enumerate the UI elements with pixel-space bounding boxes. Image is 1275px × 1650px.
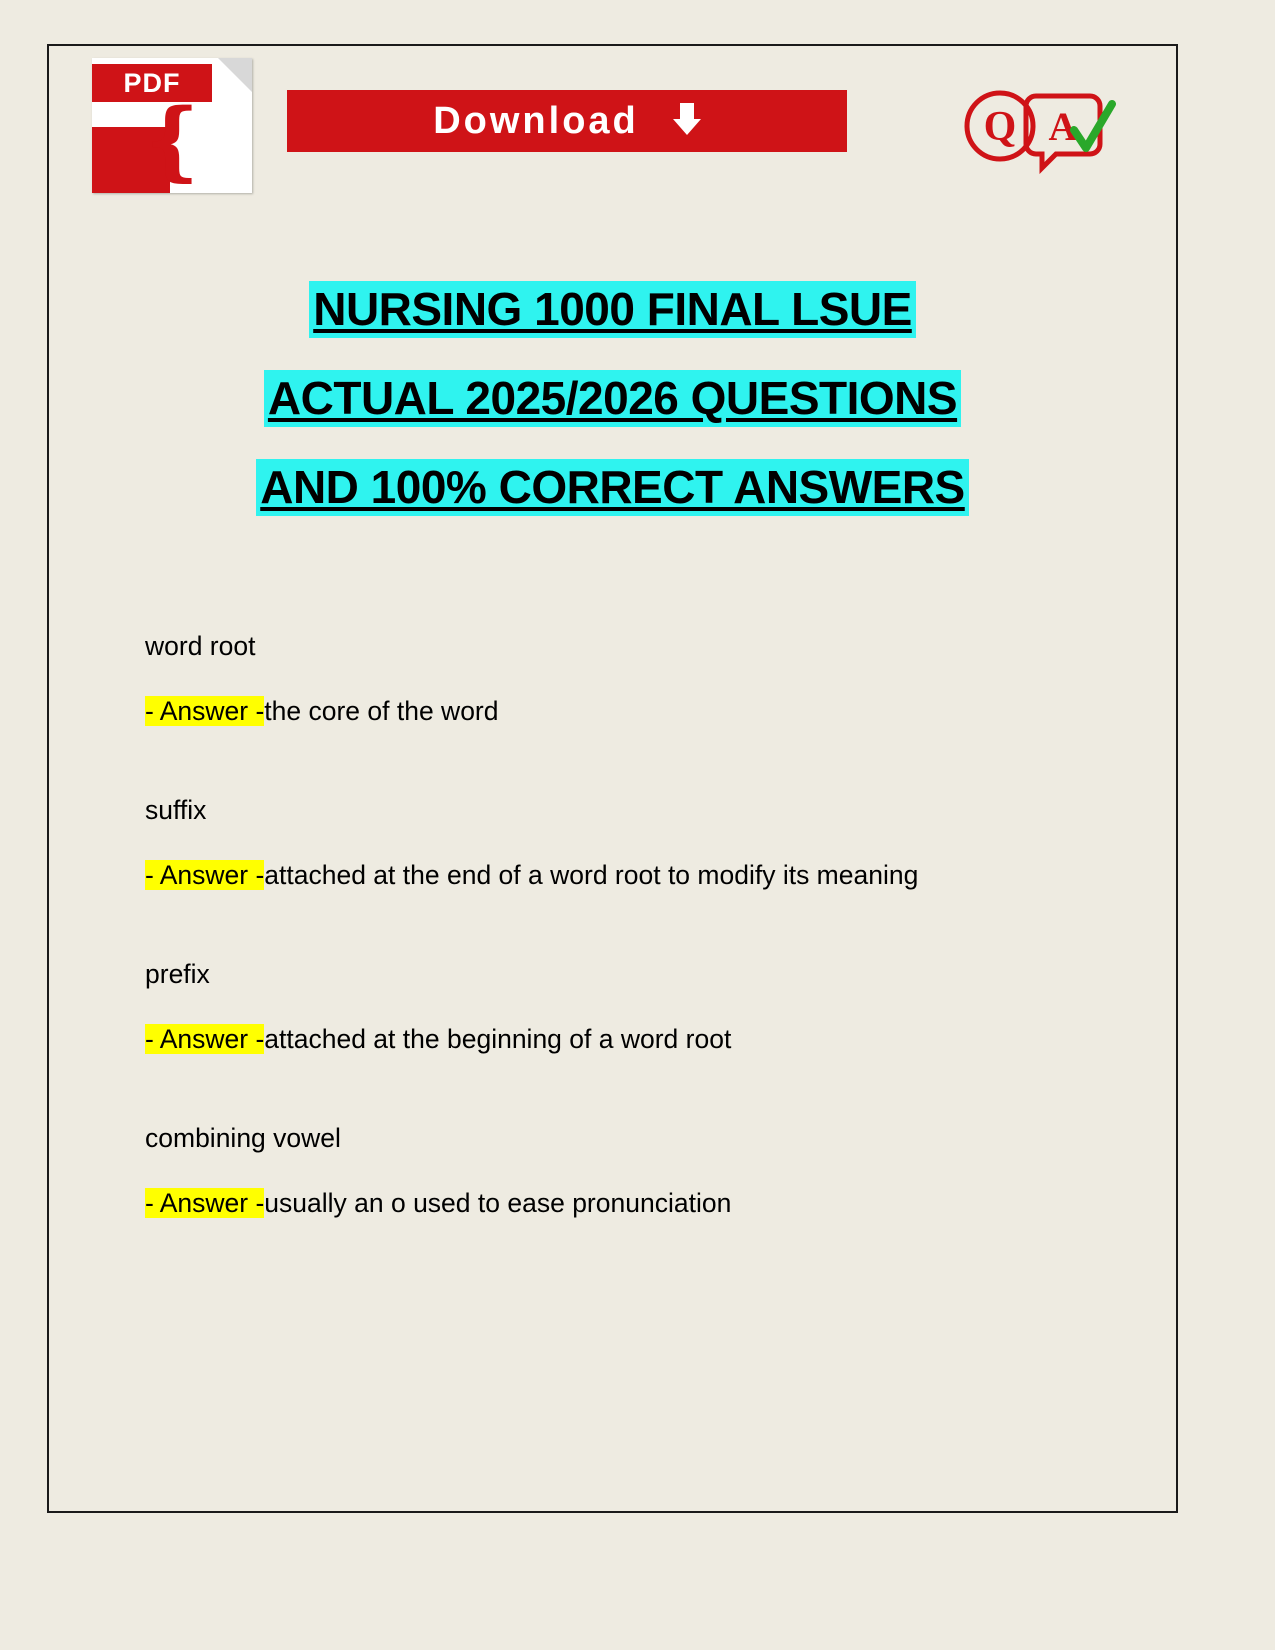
qa-content [145, 631, 1105, 1287]
question-text: prefix [145, 959, 210, 989]
answer-text: the core of the word [264, 696, 499, 726]
qa-item [145, 631, 1105, 727]
document-page [47, 44, 1178, 1513]
svg-text:A: A [1048, 104, 1078, 149]
answer-tag: - Answer - [145, 1188, 265, 1218]
pdf-file-icon [92, 58, 252, 193]
answer-text: usually an o used to ease pronunciation [264, 1188, 732, 1218]
answer-tag: - Answer - [145, 860, 265, 890]
answer-text: attached at the end of a word root to modify its meaning [264, 860, 919, 890]
download-arrow-icon [673, 103, 701, 139]
qa-badge-icon [958, 86, 1118, 174]
download-button[interactable] [287, 90, 847, 152]
answer-line [145, 696, 1105, 727]
document-header [49, 46, 1176, 196]
question-text: word root [145, 631, 256, 661]
answer-tag: - Answer - [145, 696, 265, 726]
answer-text: attached at the beginning of a word root [264, 1024, 732, 1054]
answer-line [145, 860, 1105, 891]
title-line-1: NURSING 1000 FINAL LSUE [309, 281, 916, 338]
pdf-label-text: PDF [123, 68, 181, 98]
answer-line [145, 1188, 1105, 1219]
qa-item [145, 795, 1105, 891]
qa-item [145, 959, 1105, 1055]
title-line-2: ACTUAL 2025/2026 QUESTIONS [264, 370, 961, 427]
question-text: suffix [145, 795, 207, 825]
answer-tag: - Answer - [145, 1024, 265, 1054]
page-title [49, 281, 1176, 548]
title-line-3: AND 100% CORRECT ANSWERS [256, 459, 969, 516]
pdf-page-fold-icon [218, 58, 252, 92]
qa-item [145, 1123, 1105, 1219]
download-button-label: Download [433, 99, 639, 142]
acrobat-glyph-icon: ❴ [136, 93, 210, 189]
svg-text:Q: Q [983, 104, 1017, 150]
question-text: combining vowel [145, 1123, 341, 1153]
answer-line [145, 1024, 1105, 1055]
